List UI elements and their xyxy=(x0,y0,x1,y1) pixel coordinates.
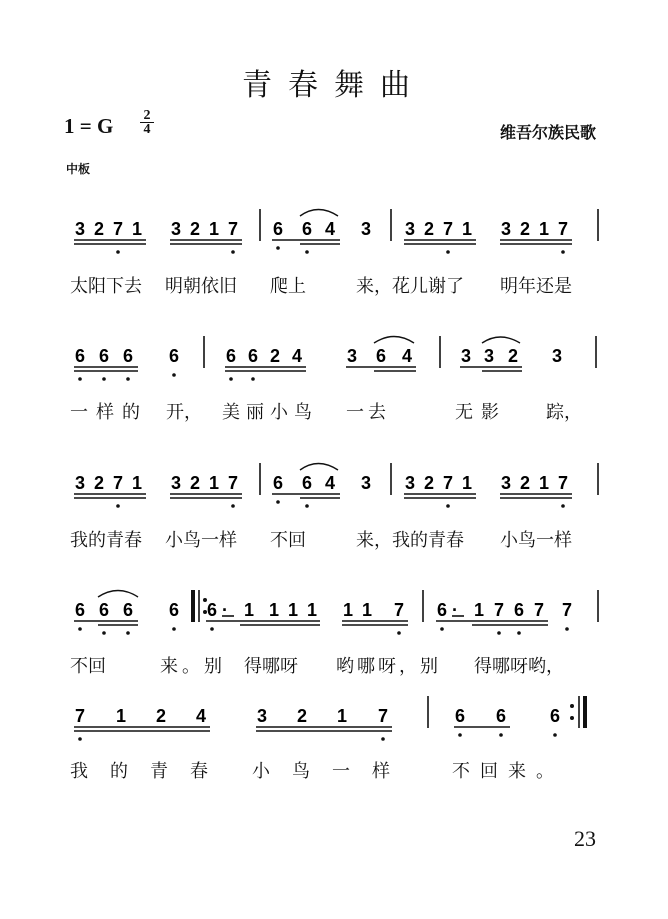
lyric-phrase: 得哪呀哟， xyxy=(474,656,564,677)
note: 3 xyxy=(75,219,86,239)
note: 1 xyxy=(132,219,143,239)
meter-bottom: 4 xyxy=(143,122,151,137)
lyric-phrase: 一样的 xyxy=(70,402,148,423)
lyric-phrase: 不回来。 xyxy=(452,761,564,782)
note: 2 xyxy=(297,706,308,726)
lyric-phrase: 我的青春 xyxy=(70,530,142,551)
note: 7 xyxy=(558,219,569,239)
note: 3 xyxy=(552,346,563,366)
note: 6 xyxy=(169,346,180,366)
note: 1 xyxy=(462,219,473,239)
octave-dots-line-1 xyxy=(116,246,565,254)
note: 1 xyxy=(343,600,354,620)
note: 1 xyxy=(288,600,299,620)
slur xyxy=(300,210,338,217)
lyric-phrase: 明朝依旧 xyxy=(165,276,237,297)
note: 1 xyxy=(209,473,220,493)
note: 4 xyxy=(196,706,207,726)
note: 6 xyxy=(75,346,86,366)
note: 3 xyxy=(361,219,372,239)
note: 2 xyxy=(94,219,105,239)
lyric-phrase: 美丽小鸟 xyxy=(222,402,318,423)
note: 6 xyxy=(273,219,284,239)
note: 6 xyxy=(226,346,237,366)
note: 6 xyxy=(99,346,110,366)
note: 7 xyxy=(378,706,389,726)
key-signature: 1 = G xyxy=(64,114,114,138)
note: 2 xyxy=(190,219,201,239)
lyric-phrase: 踪， xyxy=(546,402,582,423)
note: 6 xyxy=(376,346,387,366)
tempo-marking: 中板 xyxy=(66,162,91,176)
note: · xyxy=(222,600,228,620)
note: 2 xyxy=(94,473,105,493)
note: 6 xyxy=(496,706,507,726)
note: 2 xyxy=(190,473,201,493)
octave-dots-line-3 xyxy=(116,500,565,508)
note: 6 xyxy=(169,600,180,620)
note: 1 xyxy=(539,219,550,239)
note: 1 xyxy=(337,706,348,726)
note: 2 xyxy=(156,706,167,726)
note: 3 xyxy=(501,219,512,239)
repeat-start xyxy=(193,590,207,622)
slur xyxy=(482,337,520,343)
note: 6 xyxy=(273,473,284,493)
note: 6 xyxy=(302,473,313,493)
lyric-phrase: 小鸟一样 xyxy=(500,530,572,551)
octave-dots-line-5 xyxy=(78,733,557,741)
note: 1 xyxy=(244,600,255,620)
note: 3 xyxy=(257,706,268,726)
note: 1 xyxy=(307,600,318,620)
slur xyxy=(374,337,414,344)
note: 2 xyxy=(508,346,519,366)
note: 6 xyxy=(123,346,134,366)
underlines-line-2 xyxy=(74,367,522,371)
note: 2 xyxy=(520,473,531,493)
lyric-phrase: 小鸟一样 xyxy=(165,530,237,551)
note: 7 xyxy=(494,600,505,620)
note: 7 xyxy=(228,219,239,239)
note: 3 xyxy=(361,473,372,493)
song-title: 青春舞曲 xyxy=(242,68,426,103)
note: 1 xyxy=(474,600,485,620)
notes-line-1 xyxy=(75,219,568,239)
note: 6 xyxy=(550,706,561,726)
note: 7 xyxy=(562,600,573,620)
lyric-phrase: 小鸟一样 xyxy=(252,761,412,782)
note: 1 xyxy=(209,219,220,239)
underlines-line-3 xyxy=(74,494,572,498)
lyric-phrase: 开， xyxy=(166,402,202,423)
lyric-phrase: 一去 xyxy=(346,402,390,423)
lyrics-line-4 xyxy=(0,652,668,680)
lyrics-line-5 xyxy=(0,757,668,785)
lyric-phrase: 无影 xyxy=(455,402,507,423)
note: 6 xyxy=(514,600,525,620)
lyric-phrase: 不回 xyxy=(70,656,106,677)
note: 6 xyxy=(123,600,134,620)
note: 7 xyxy=(394,600,405,620)
note: 7 xyxy=(558,473,569,493)
page-number: 23 xyxy=(574,826,596,851)
lyric-phrase: 来。别 xyxy=(160,656,226,677)
note: 1 xyxy=(462,473,473,493)
note: 3 xyxy=(405,473,416,493)
underlines-line-5 xyxy=(74,727,510,731)
lyrics-line-1 xyxy=(0,272,668,300)
lyric-phrase: 我的青春 xyxy=(70,761,230,782)
lyrics-line-2 xyxy=(0,398,668,426)
note: 3 xyxy=(171,473,182,493)
lyric-phrase: 不回 xyxy=(270,530,306,551)
slur xyxy=(98,591,138,598)
note: 2 xyxy=(520,219,531,239)
note: 4 xyxy=(325,219,336,239)
note: 6 xyxy=(248,346,259,366)
note: 6 xyxy=(437,600,448,620)
note: 3 xyxy=(484,346,495,366)
octave-dots-line-4 xyxy=(78,627,569,635)
note: 3 xyxy=(347,346,358,366)
note: 3 xyxy=(171,219,182,239)
notes-line-2 xyxy=(75,346,562,366)
note: 4 xyxy=(402,346,413,366)
note: 7 xyxy=(228,473,239,493)
note: 7 xyxy=(534,600,545,620)
slur xyxy=(300,464,338,471)
lyric-phrase: 来，花儿谢了 xyxy=(356,276,464,297)
note: 7 xyxy=(113,473,124,493)
note: 1 xyxy=(269,600,280,620)
note: 7 xyxy=(443,219,454,239)
note: 2 xyxy=(424,219,435,239)
barlines-line-2 xyxy=(204,336,596,368)
note: 3 xyxy=(461,346,472,366)
time-signature xyxy=(140,109,154,136)
lyric-phrase: 爬上 xyxy=(270,276,306,297)
lyric-phrase: 太阳下去 xyxy=(70,276,142,297)
note: 2 xyxy=(270,346,281,366)
note: 7 xyxy=(443,473,454,493)
note: 3 xyxy=(501,473,512,493)
note: 4 xyxy=(292,346,303,366)
note: 4 xyxy=(325,473,336,493)
lyrics-line-3 xyxy=(0,526,668,554)
note: 6 xyxy=(455,706,466,726)
lyric-phrase: 明年还是 xyxy=(500,276,572,297)
note: 2 xyxy=(424,473,435,493)
note: 3 xyxy=(75,473,86,493)
note: 1 xyxy=(132,473,143,493)
meter-top: 2 xyxy=(140,109,154,123)
notes-line-3 xyxy=(75,473,568,493)
note: 7 xyxy=(75,706,86,726)
note: 6 xyxy=(75,600,86,620)
note: · xyxy=(452,600,458,620)
note: 6 xyxy=(99,600,110,620)
note: 7 xyxy=(113,219,124,239)
note: 3 xyxy=(405,219,416,239)
note: 1 xyxy=(539,473,550,493)
lyric-phrase: 来，我的青春 xyxy=(356,530,464,551)
note: 6 xyxy=(302,219,313,239)
underlines-line-1 xyxy=(74,240,572,244)
lyric-phrase: 哟哪呀，别 xyxy=(336,656,441,677)
octave-dots-line-2 xyxy=(78,373,255,381)
note: 6 xyxy=(207,600,218,620)
note: 1 xyxy=(362,600,373,620)
composer-credit: 维吾尔族民歌 xyxy=(499,123,596,142)
lyric-phrase: 得哪呀 xyxy=(244,656,298,677)
note: 1 xyxy=(116,706,127,726)
notes-line-5 xyxy=(75,706,560,726)
notes-line-4 xyxy=(75,600,572,620)
repeat-end xyxy=(570,696,585,728)
